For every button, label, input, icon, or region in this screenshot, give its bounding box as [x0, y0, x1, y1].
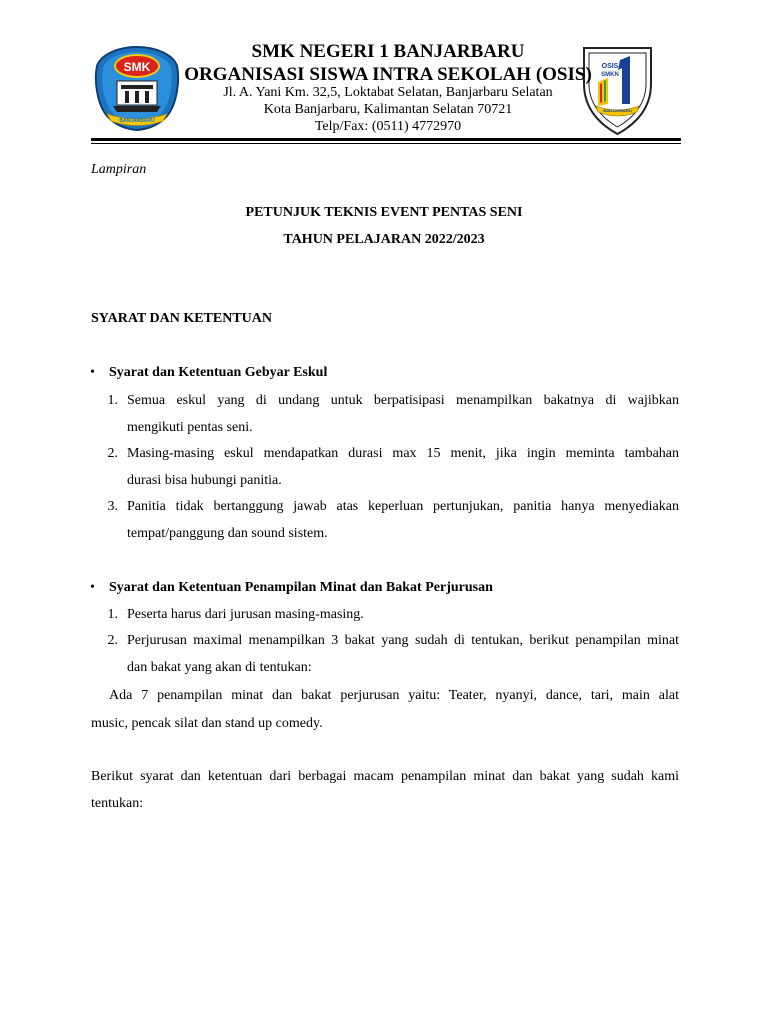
- osis-logo-text: OSIS: [601, 63, 619, 70]
- school-name: SMK NEGERI 1 BANJARBARU: [251, 41, 525, 62]
- list-item-line: durasi bisa hubungi panitia.: [127, 473, 282, 488]
- address-line-1: Jl. A. Yani Km. 32,5, Loktabat Selatan, Banjarbaru Selatan: [223, 85, 553, 100]
- bullet-icon: •: [90, 580, 95, 595]
- list-item-line: Semua eskul yang di undang untuk berpatisipasi menampilkan bakatnya di wajibkan: [127, 393, 679, 408]
- paragraph-line: Berikut syarat dan ketentuan dari berbagai macam penampilan minat dan bakat yang sudah kami: [91, 769, 679, 784]
- phone-fax: Telp/Fax: (0511) 4772970: [314, 119, 462, 134]
- section-heading: SYARAT DAN KETENTUAN: [91, 311, 273, 326]
- smk-logo-text: SMK: [123, 60, 151, 74]
- list-item-line: dan bakat yang akan di tentukan:: [127, 660, 312, 675]
- address-line-2: Kota Banjarbaru, Kalimantan Selatan 70721: [263, 102, 513, 117]
- letterhead-rule-thick: [91, 138, 681, 141]
- organization-name: ORGANISASI SISWA INTRA SEKOLAH (OSIS): [184, 64, 592, 85]
- list-number: 1.: [107, 607, 118, 622]
- list-item-line: Panitia tidak bertanggung jawab atas keperluan pertunjukan, panitia hanya menyediakan: [127, 499, 679, 514]
- paragraph-line: music, pencak silat dan stand up comedy.: [91, 716, 323, 731]
- list-item-line: tempat/panggung dan sound sistem.: [127, 526, 328, 541]
- section1-heading: Syarat dan Ketentuan Gebyar Eskul: [109, 365, 328, 380]
- section2-heading: Syarat dan Ketentuan Penampilan Minat dan Bakat Perjurusan: [109, 580, 493, 595]
- paragraph-line: Ada 7 penampilan minat dan bakat perjurusan yaitu: Teater, nyanyi, dance, tari, main alat: [109, 688, 679, 703]
- bullet-icon: •: [90, 365, 95, 380]
- osis-logo-ribbon-text: BANJARBARU: [603, 108, 632, 113]
- osis-logo-smkn: SMKN: [601, 72, 619, 78]
- lampiran-label: Lampiran: [91, 162, 147, 177]
- smk-logo-ribbon-text: BANJARBARU: [119, 118, 155, 124]
- list-item-line: Peserta harus dari jurusan masing-masing.: [127, 607, 364, 622]
- list-number: 2.: [107, 446, 118, 461]
- list-item-line: mengikuti pentas seni.: [127, 420, 253, 435]
- list-number: 1.: [107, 393, 118, 408]
- list-number: 3.: [107, 499, 118, 514]
- paragraph-line: tentukan:: [91, 796, 144, 811]
- document-title: PETUNJUK TEKNIS EVENT PENTAS SENI: [245, 205, 523, 220]
- list-item-line: Masing-masing eskul mendapatkan durasi max 15 menit, jika ingin meminta tambahan: [127, 446, 679, 461]
- list-item-line: Perjurusan maximal menampilkan 3 bakat yang sudah di tentukan, berikut penampilan minat: [127, 633, 679, 648]
- letterhead-rule-thin: [91, 143, 681, 144]
- list-number: 2.: [107, 633, 118, 648]
- document-subtitle: TAHUN PELAJARAN 2022/2023: [283, 232, 485, 247]
